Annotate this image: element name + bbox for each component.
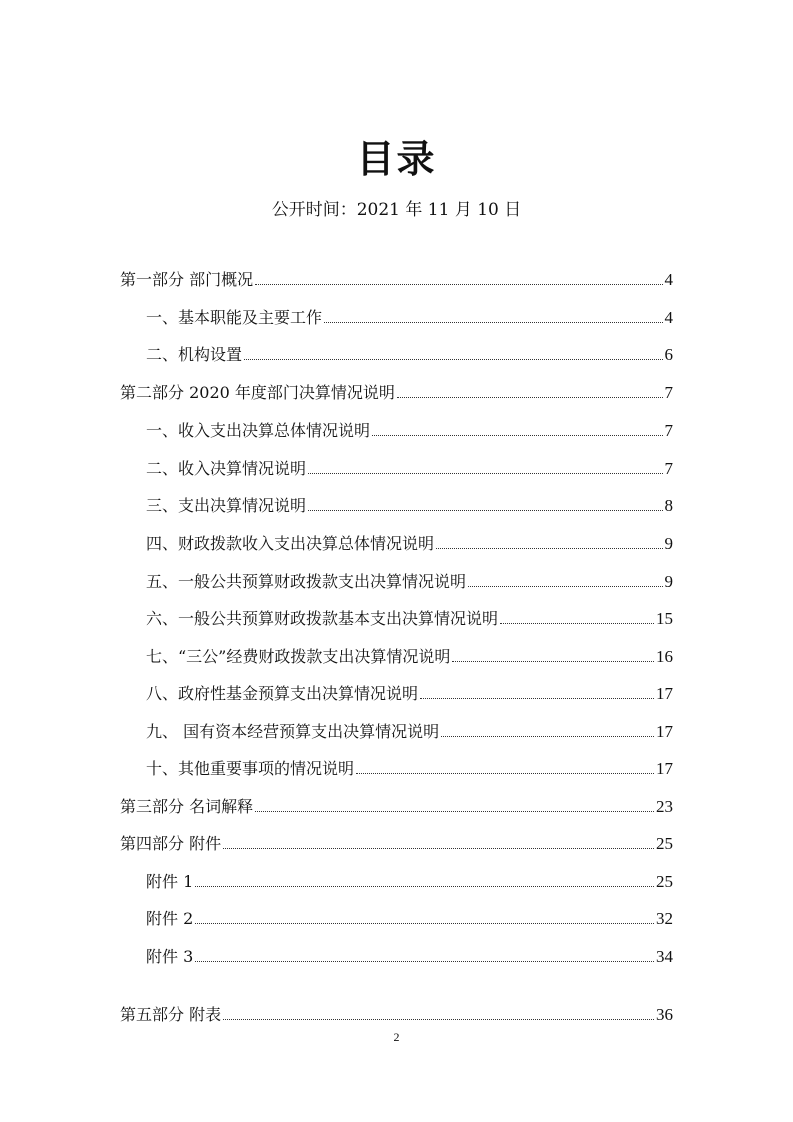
toc-entry-label: 附件 2: [146, 909, 194, 928]
dot-leader: [255, 811, 654, 812]
toc-entry-page: 9: [664, 534, 673, 553]
toc-entry-label: 二、收入决算情况说明: [146, 459, 307, 478]
toc-entry-label: 一、基本职能及主要工作: [146, 308, 323, 327]
toc-entry[interactable]: [146, 720, 673, 742]
toc-entry[interactable]: [146, 607, 673, 629]
toc-entry-label: 三、支出决算情况说明: [146, 496, 307, 515]
toc-entry-label: 第二部分 2020 年度部门决算情况说明: [120, 383, 395, 402]
toc-entry-label: 第一部分 部门概况: [120, 270, 254, 289]
toc-entry-label: 第三部分 名词解释: [120, 797, 254, 816]
dot-leader: [452, 661, 654, 662]
toc-entry[interactable]: [120, 795, 673, 817]
toc-entry-label: 九、 国有资本经营预算支出决算情况说明: [146, 722, 440, 741]
toc-entry-label: 附件 3: [146, 947, 194, 966]
toc-entry-page: 25: [656, 872, 673, 891]
toc-entry[interactable]: [146, 343, 673, 365]
page-number: 2: [393, 1030, 400, 1044]
toc-entry-label: 二、机构设置: [146, 345, 243, 364]
toc-entry[interactable]: [146, 645, 673, 667]
dot-leader: [397, 397, 663, 398]
toc-entry-page: 7: [664, 383, 673, 402]
toc-entry-label: 一、收入支出决算总体情况说明: [146, 421, 371, 440]
toc-entry[interactable]: [146, 419, 673, 441]
toc-entry-label: 第五部分 附表: [120, 1005, 222, 1024]
dot-leader: [308, 473, 662, 474]
toc-entry[interactable]: [146, 945, 673, 967]
toc-entry[interactable]: [120, 1003, 673, 1025]
toc-entry-label: 六、一般公共预算财政拨款基本支出决算情况说明: [146, 609, 499, 628]
toc-entry-page: 34: [656, 947, 673, 966]
toc-entry-page: 36: [656, 1005, 673, 1024]
toc-entry[interactable]: [146, 757, 673, 779]
dot-leader: [223, 848, 654, 849]
toc-entry[interactable]: [146, 870, 673, 892]
dot-leader: [195, 923, 654, 924]
dot-leader: [436, 548, 662, 549]
toc-entry[interactable]: [146, 494, 673, 516]
toc-entry-page: 7: [664, 421, 673, 440]
dot-leader: [372, 435, 662, 436]
toc-entry-label: 第四部分 附件: [120, 834, 222, 853]
toc-entry[interactable]: [146, 682, 673, 704]
dot-leader: [195, 961, 654, 962]
toc-entry[interactable]: [120, 832, 673, 854]
toc-entry-page: 17: [656, 722, 673, 741]
toc-entry-page: 15: [656, 609, 673, 628]
publish-date: 公开时间：2021 年 11 月 10 日: [271, 200, 522, 220]
toc-entry-page: 23: [656, 797, 673, 816]
toc-entry-page: 17: [656, 759, 673, 778]
dot-leader: [441, 736, 654, 737]
dot-leader: [356, 773, 654, 774]
toc-entry[interactable]: [146, 306, 673, 328]
toc-entry-label: 八、政府性基金预算支出决算情况说明: [146, 684, 419, 703]
toc-entry-page: 25: [656, 834, 673, 853]
dot-leader: [468, 586, 662, 587]
toc-entry-page: 17: [656, 684, 673, 703]
dot-leader: [420, 698, 654, 699]
toc-entry-label: 五、一般公共预算财政拨款支出决算情况说明: [146, 572, 467, 591]
toc-entry[interactable]: [146, 907, 673, 929]
toc-entry-page: 32: [656, 909, 673, 928]
toc-entry[interactable]: [120, 381, 673, 403]
toc-entry[interactable]: [120, 268, 673, 290]
toc-entry-label: 四、财政拨款收入支出决算总体情况说明: [146, 534, 435, 553]
toc-entry-label: 七、“三公”经费财政拨款支出决算情况说明: [146, 647, 451, 666]
toc-entry-page: 16: [656, 647, 673, 666]
toc-entry-page: 8: [664, 496, 673, 515]
toc-entry-label: 十、其他重要事项的情况说明: [146, 759, 355, 778]
dot-leader: [223, 1019, 654, 1020]
toc-entry-label: 附件 1: [146, 872, 194, 891]
toc-entry-page: 4: [664, 308, 673, 327]
dot-leader: [244, 359, 662, 360]
dot-leader: [500, 623, 654, 624]
dot-leader: [308, 510, 662, 511]
toc-entry[interactable]: [146, 532, 673, 554]
dot-leader: [324, 322, 662, 323]
dot-leader: [255, 284, 662, 285]
toc-entry-page: 7: [664, 459, 673, 478]
toc-entry[interactable]: [146, 570, 673, 592]
toc-entry-page: 4: [664, 270, 673, 289]
document-title: 目录: [356, 137, 437, 181]
toc-entry-page: 9: [664, 572, 673, 591]
dot-leader: [195, 886, 654, 887]
toc-entry-page: 6: [664, 345, 673, 364]
toc-entry[interactable]: [146, 457, 673, 479]
